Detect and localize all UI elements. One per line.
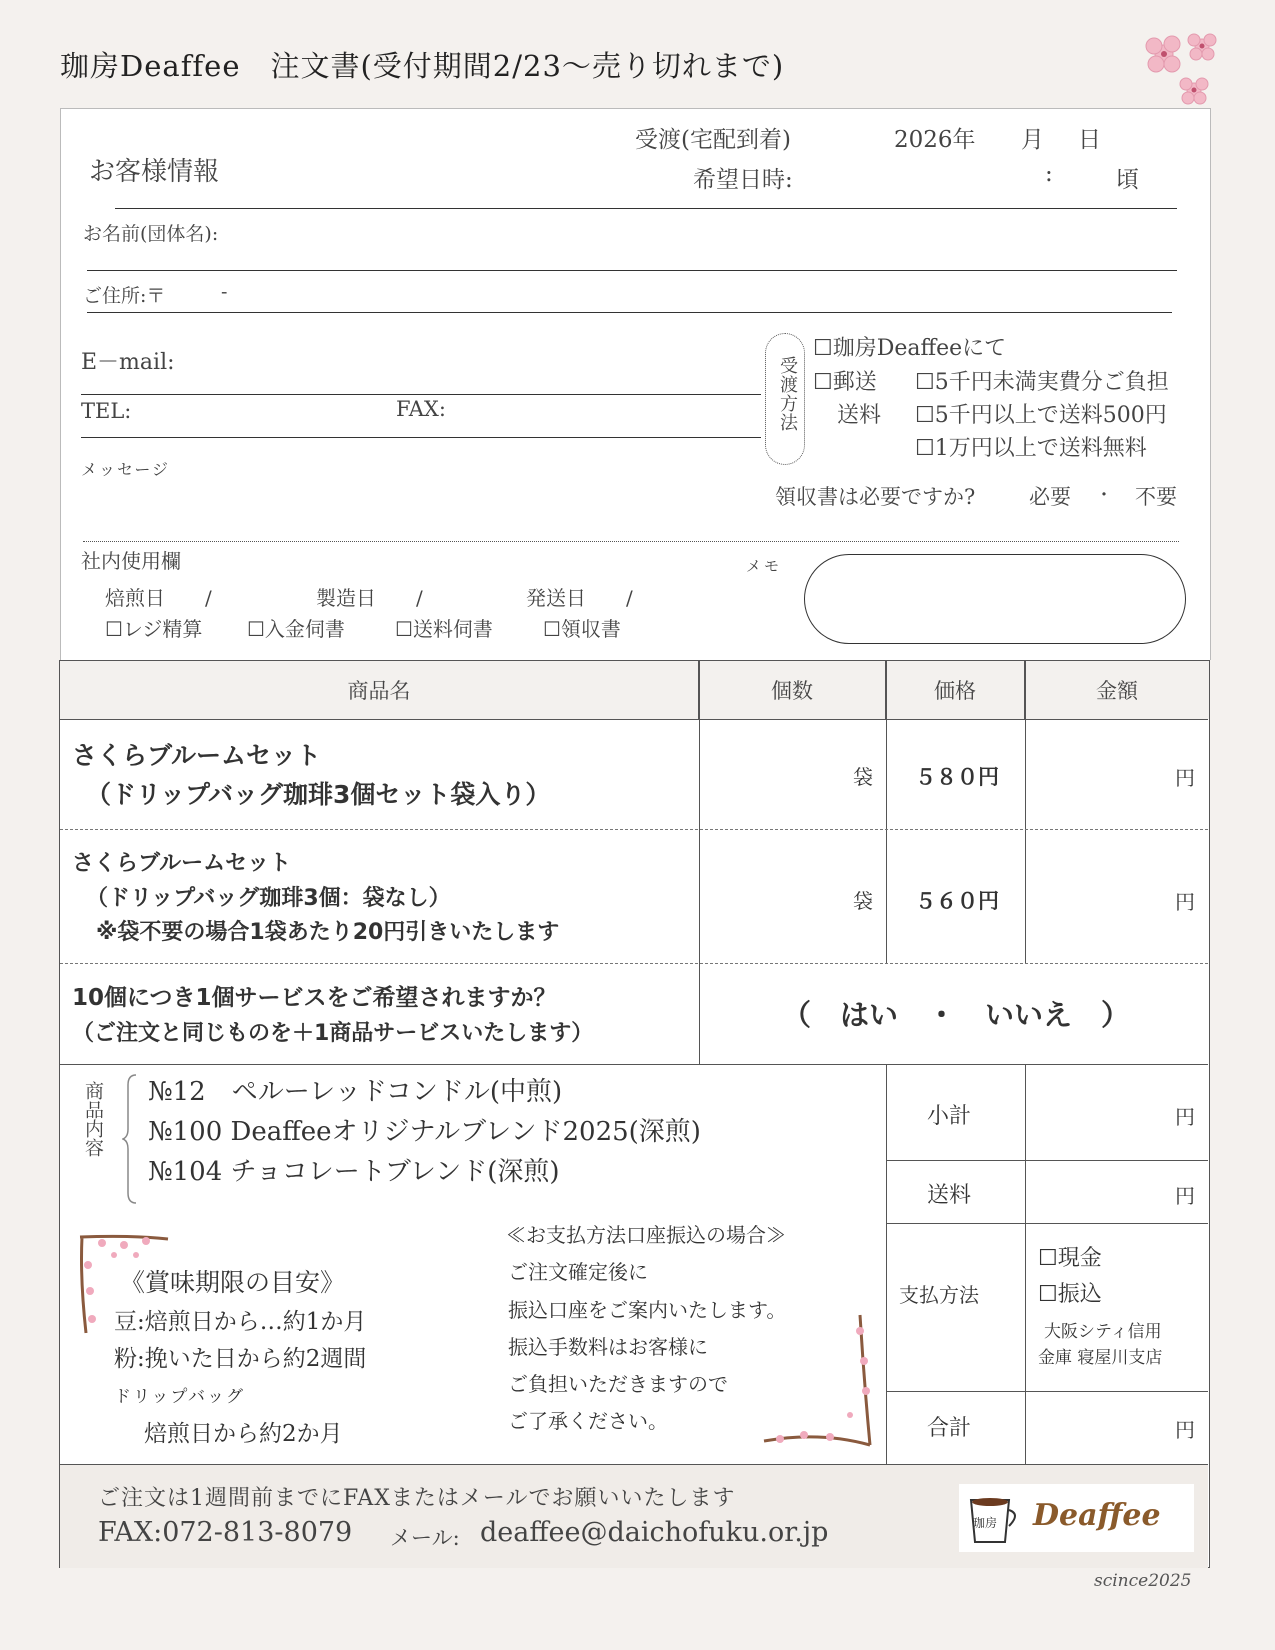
- total-yen[interactable]: 円: [1175, 1418, 1195, 1442]
- bank-name-2: 金庫 寝屋川支店: [1038, 1348, 1163, 1368]
- expiry-drip: 焙煎日から約2か月: [144, 1421, 343, 1447]
- logo-small-text: 珈房: [973, 1516, 998, 1530]
- row1-name1: さくらブルームセット: [72, 741, 322, 770]
- bank-note-5: ご了承ください。: [508, 1409, 668, 1433]
- delivery-label: 受渡(宅配到着): [635, 127, 791, 153]
- receipt-need[interactable]: 必要: [1029, 485, 1071, 509]
- payment-transfer[interactable]: ☐振込: [1038, 1282, 1102, 1307]
- row2-name1: さくらブルームセット: [72, 851, 292, 876]
- address-label: ご住所:〒: [83, 285, 166, 307]
- hope-label: 希望日時:: [693, 167, 793, 193]
- tel-label: TEL:: [81, 399, 132, 423]
- shipping-label: 送料: [927, 1183, 972, 1208]
- service-question: 10個につき1個サービスをご希望されますか？: [72, 985, 557, 1011]
- shipping-yen[interactable]: 円: [1175, 1184, 1195, 1208]
- footer-mail[interactable]: deaffee@daichofuku.or.jp: [480, 1517, 829, 1548]
- payment-label: 支払方法: [899, 1283, 979, 1307]
- check-shipping[interactable]: ☐送料伺書: [395, 617, 493, 641]
- shipping-fee-label: 送料: [837, 403, 882, 428]
- contents-item-1: №12 ペルーレッドコンドル(中煎): [148, 1077, 563, 1107]
- sakura-icon: [1138, 24, 1224, 108]
- roast-date: 焙煎日 /: [105, 586, 212, 610]
- service-note: （ご注文と同じものを＋1商品サービスいたします）: [72, 1021, 594, 1046]
- made-date: 製造日 /: [316, 586, 423, 610]
- name-label: お名前(団体名):: [83, 223, 219, 245]
- check-register[interactable]: ☐レジ精算: [105, 617, 203, 641]
- payment-cash[interactable]: ☐現金: [1038, 1246, 1102, 1271]
- message-label: メッセージ: [81, 460, 171, 479]
- row2-name3: ※袋不要の場合1袋あたり20円引きいたします: [96, 920, 560, 945]
- zip-dash: -: [221, 281, 228, 303]
- check-receipt[interactable]: ☐領収書: [543, 617, 621, 641]
- subtotal-label: 小計: [927, 1104, 972, 1129]
- row1-unit[interactable]: 袋: [853, 765, 873, 789]
- receipt-question: 領収書は必要ですか?: [775, 485, 976, 509]
- customer-heading: お客様情報: [89, 157, 220, 187]
- ship-date: 発送日 /: [526, 586, 633, 610]
- service-answer[interactable]: （ はい ・ いいえ ）: [782, 998, 1131, 1032]
- memo-field[interactable]: [804, 554, 1186, 644]
- mail-option[interactable]: ☐郵送: [813, 370, 877, 395]
- bank-note-2: 振込口座をご案内いたします。: [508, 1298, 787, 1322]
- header-price: 価格: [886, 661, 1025, 719]
- order-table: [59, 660, 1210, 1568]
- footer-fax[interactable]: FAX:072-813-8079: [98, 1517, 353, 1548]
- brace-icon: [122, 1073, 138, 1205]
- branch-corner-icon: [760, 1311, 880, 1451]
- memo-label: メモ: [746, 557, 783, 575]
- time-about: 頃: [1116, 167, 1139, 193]
- bank-note-4: ご負担いただきますので: [508, 1372, 728, 1396]
- receipt-not-need[interactable]: 不要: [1135, 485, 1177, 509]
- year-field[interactable]: 2026年: [894, 127, 976, 153]
- logo-text: Deaffee: [1033, 1498, 1161, 1533]
- row1-price: ５８０円: [915, 765, 999, 789]
- subtotal-yen[interactable]: 円: [1175, 1105, 1195, 1129]
- fax-label: FAX:: [396, 397, 446, 421]
- header-amount: 金額: [1025, 661, 1209, 719]
- row2-unit[interactable]: 袋: [853, 889, 873, 913]
- footer-mail-label: メール:: [390, 1526, 460, 1550]
- receipt-dot: ・: [1095, 485, 1113, 506]
- footer-note: ご注文は1週間前までにFAXまたはメールでお願いいたします: [98, 1486, 736, 1511]
- row2-yen[interactable]: 円: [1175, 890, 1195, 914]
- deaffee-logo: [959, 1484, 1194, 1552]
- pickup-option[interactable]: ☐珈房Deaffeeにて: [813, 336, 1007, 361]
- expiry-drip-label: ドリップバッグ: [114, 1387, 245, 1407]
- ship-opt-1[interactable]: ☐5千円未満実費分ご負担: [915, 370, 1169, 395]
- internal-heading: 社内使用欄: [81, 549, 181, 573]
- bank-name-1: 大阪シティ信用: [1044, 1322, 1162, 1342]
- month-field[interactable]: 月: [1021, 127, 1044, 153]
- expiry-bean: 豆:焙煎日から…約1か月: [114, 1309, 367, 1335]
- contents-label: 商品内容: [82, 1081, 104, 1157]
- row2-price: ５６０円: [915, 889, 999, 913]
- day-field[interactable]: 日: [1078, 127, 1101, 153]
- page-title: 珈房Deaffee 注文書(受付期間2/23〜売り切れまで): [60, 49, 785, 83]
- bank-note-3: 振込手数料はお客様に: [508, 1335, 708, 1359]
- expiry-heading: 《賞味期限の目安》: [120, 1268, 346, 1297]
- email-label: E－mail:: [81, 350, 175, 375]
- ship-opt-3[interactable]: ☐1万円以上で送料無料: [915, 436, 1147, 461]
- time-colon: :: [1045, 161, 1053, 187]
- bank-note-1: ご注文確定後に: [508, 1260, 648, 1284]
- contents-item-3: №104 チョコレートブレンド(深煎): [148, 1157, 560, 1187]
- expiry-powder: 粉:挽いた日から約2週間: [114, 1346, 367, 1372]
- check-payment[interactable]: ☐入金伺書: [247, 617, 345, 641]
- bank-note-heading: ≪お支払方法口座振込の場合≫: [506, 1223, 786, 1247]
- row1-yen[interactable]: 円: [1175, 766, 1195, 790]
- contents-item-2: №100 Deaffeeオリジナルブレンド2025(深煎): [148, 1117, 701, 1147]
- header-product: 商品名: [60, 661, 699, 719]
- header-qty: 個数: [699, 661, 886, 719]
- total-label: 合計: [927, 1416, 972, 1441]
- ship-opt-2[interactable]: ☐5千円以上で送料500円: [915, 403, 1167, 428]
- since-text: scince2025: [1094, 1571, 1192, 1591]
- delivery-method-label: 受渡方法: [777, 356, 798, 432]
- row1-name2: （ドリップバッグ珈琲3個セット袋入り）: [86, 780, 551, 809]
- row2-name2: （ドリップバッグ珈琲3個：袋なし）: [86, 886, 451, 911]
